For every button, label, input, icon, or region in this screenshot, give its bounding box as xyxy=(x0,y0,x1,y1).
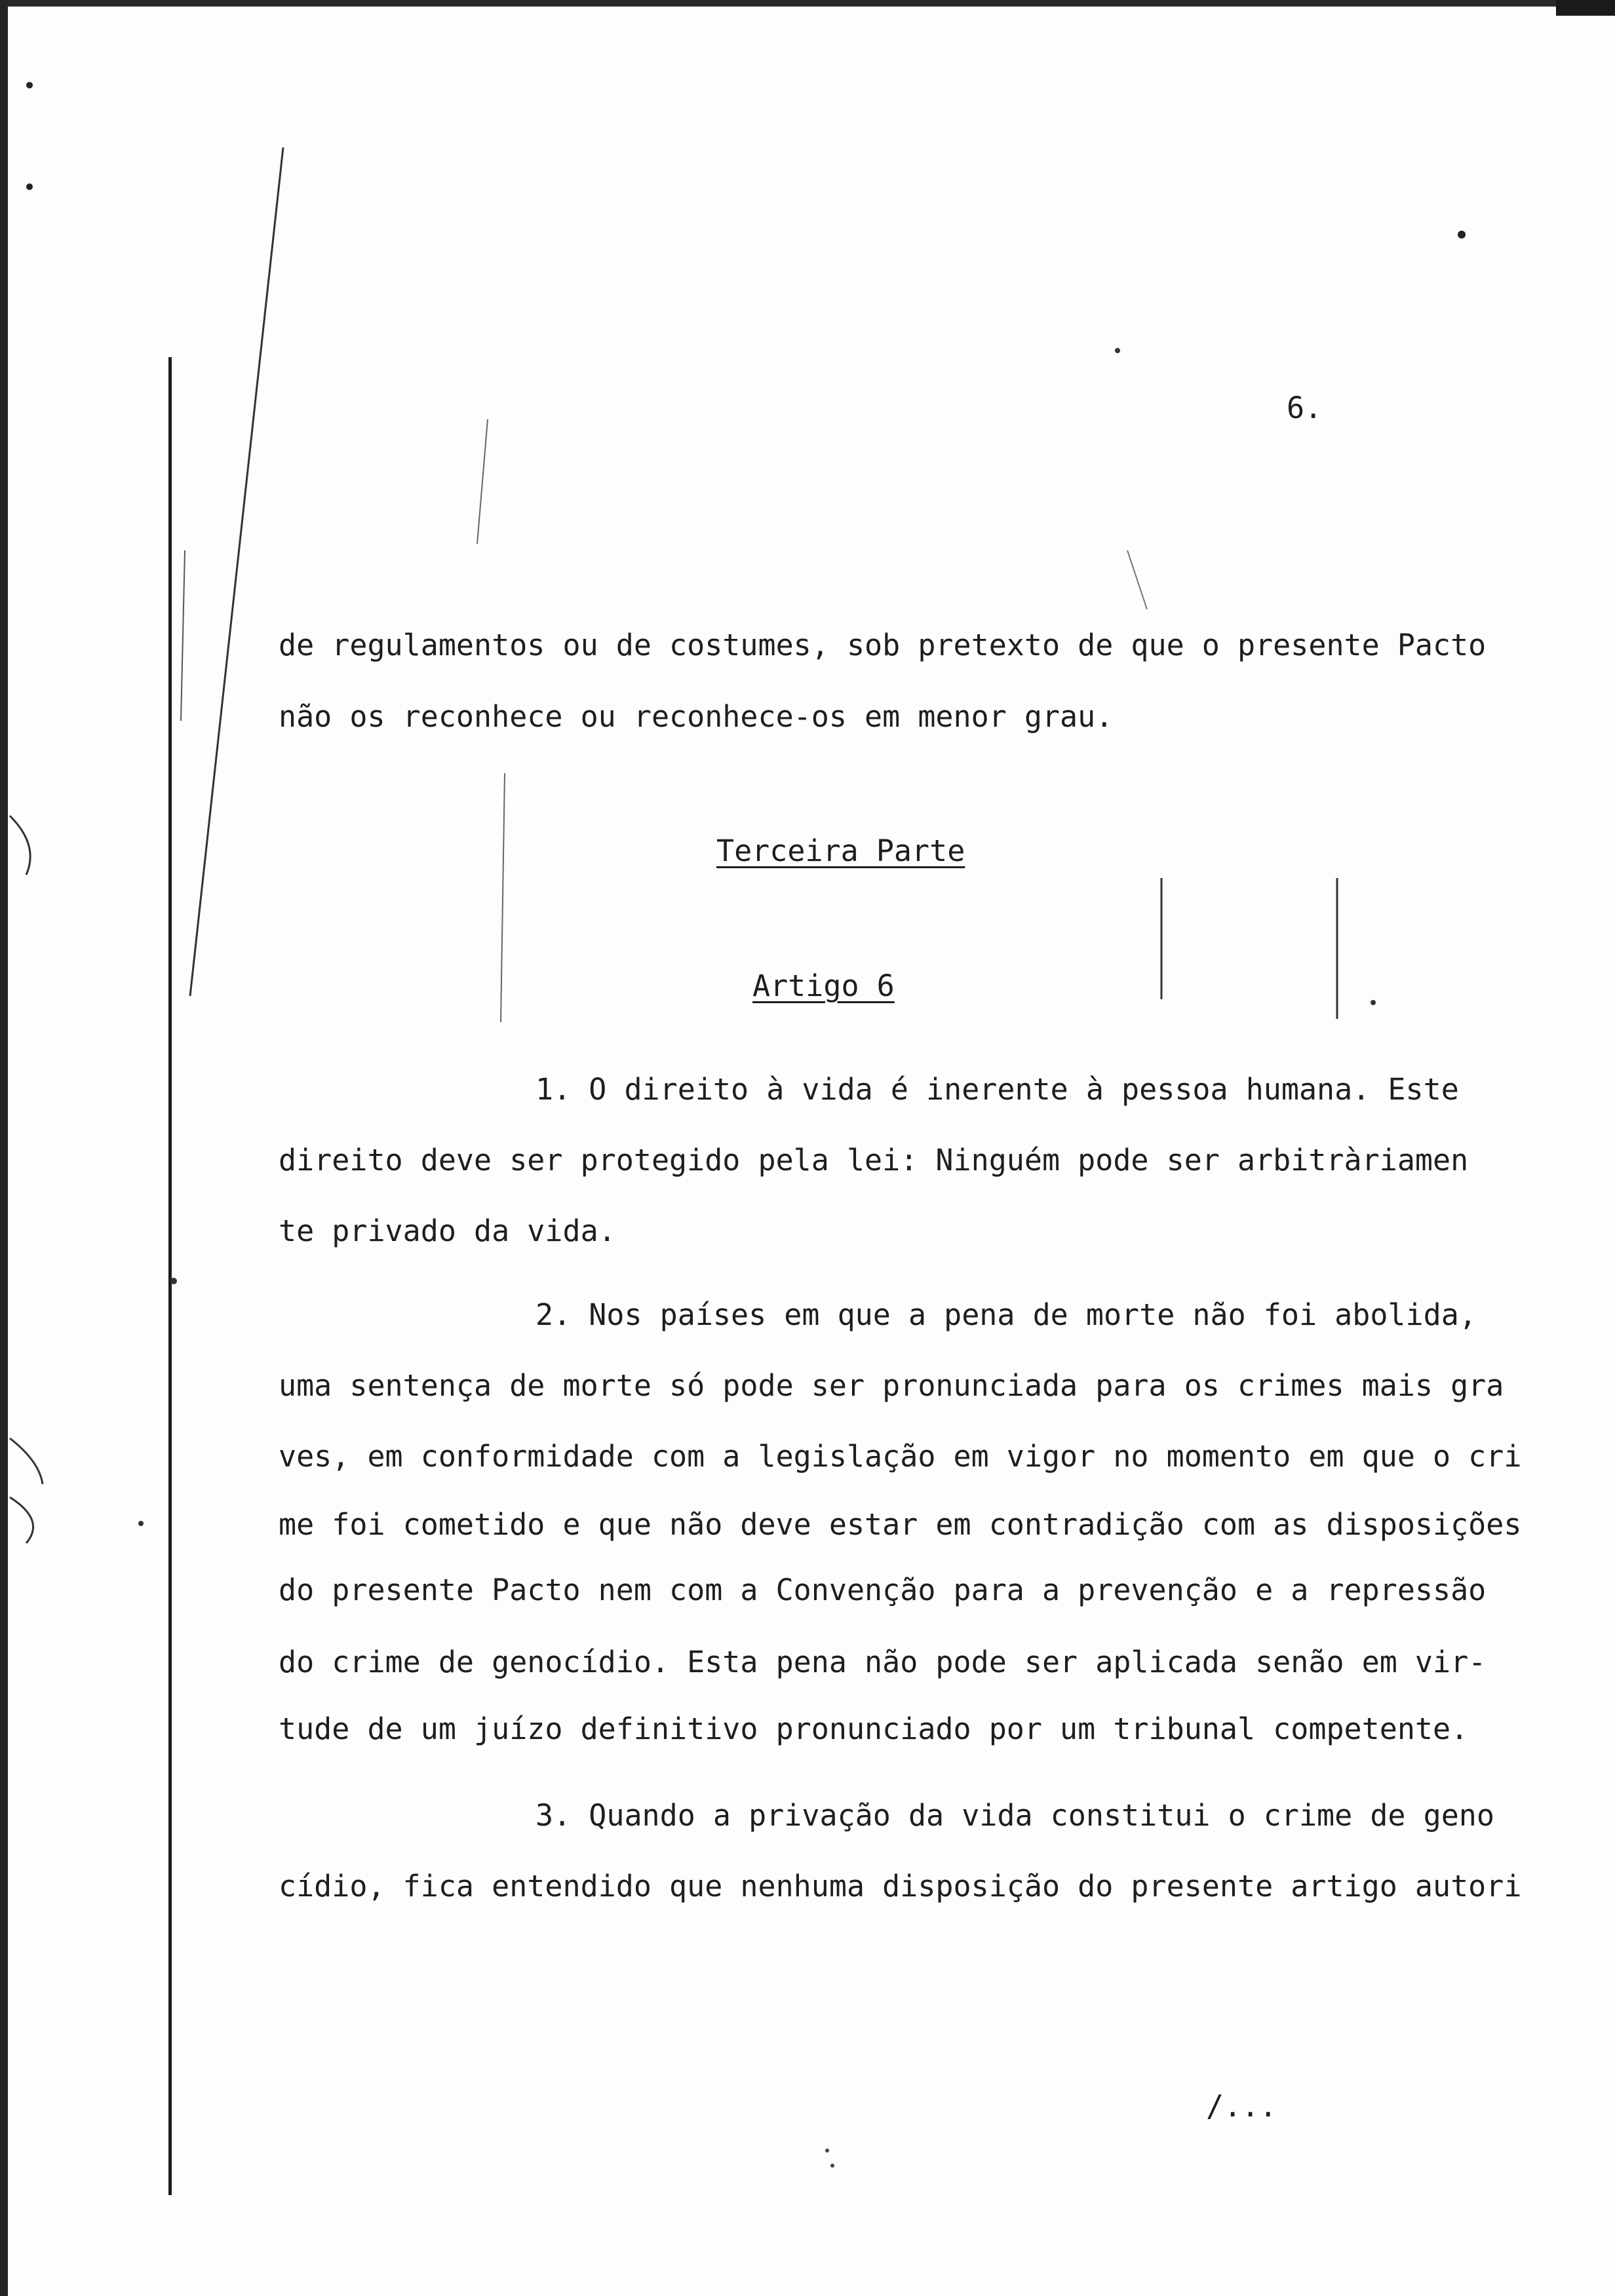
part-heading: Terceira Parte xyxy=(716,833,965,868)
speck xyxy=(26,82,33,88)
stray-line xyxy=(477,419,488,544)
page-number: 6. xyxy=(1287,391,1323,425)
intro-line-1: de regulamentos ou de costumes, sob pretexto de que o presente Pacto xyxy=(279,628,1487,662)
speck xyxy=(1115,348,1120,353)
binding-hole-mark xyxy=(10,816,30,875)
stray-line xyxy=(181,550,185,721)
speck xyxy=(830,2164,834,2168)
continuation-mark: /... xyxy=(1206,2089,1277,2124)
paragraph-2-line-3: ves, em conformidade com a legislação em vigor no momento em que o cri xyxy=(279,1439,1522,1474)
speck xyxy=(138,1521,144,1526)
intro-line-2: não os reconhece ou reconhece-os em menor grau. xyxy=(279,699,1114,734)
paragraph-3-line-1: 3. Quando a privação da vida constitui o crime de geno xyxy=(535,1798,1494,1833)
speck xyxy=(170,1278,177,1284)
paragraph-2-line-1: 2. Nos países em que a pena de morte não foi abolida, xyxy=(535,1297,1477,1332)
paragraph-2-line-2: uma sentença de morte só pode ser pronunciada para os crimes mais gra xyxy=(279,1368,1504,1403)
stray-line xyxy=(1127,550,1147,609)
paragraph-2-line-4: me foi cometido e que não deve estar em contradição com as disposições xyxy=(279,1507,1522,1542)
paragraph-2-line-6: do crime de genocídio. Esta pena não pode ser aplicada senão em vir- xyxy=(279,1645,1487,1679)
paragraph-3-line-2: cídio, fica entendido que nenhuma disposição do presente artigo autori xyxy=(279,1869,1522,1904)
binding-hole-mark xyxy=(10,1438,43,1484)
binding-hole-mark xyxy=(10,1497,33,1543)
paragraph-1-line-1: 1. O direito à vida é inerente à pessoa humana. Este xyxy=(535,1072,1459,1107)
article-heading: Artigo 6 xyxy=(752,968,895,1003)
stray-line xyxy=(501,773,505,1022)
speck xyxy=(1371,1000,1376,1005)
speck xyxy=(26,183,33,190)
paragraph-2-line-5: do presente Pacto nem com a Convenção para a prevenção e a repressão xyxy=(279,1573,1487,1607)
diagonal-stray-line xyxy=(190,147,283,996)
paragraph-1-line-2: direito deve ser protegido pela lei: Ninguém pode ser arbitràriamen xyxy=(279,1143,1469,1177)
speck xyxy=(825,2149,829,2152)
paragraph-1-line-3: te privado da vida. xyxy=(279,1214,616,1248)
paragraph-2-line-7: tude de um juízo definitivo pronunciado por um tribunal competente. xyxy=(279,1712,1469,1746)
speck xyxy=(1458,231,1466,239)
